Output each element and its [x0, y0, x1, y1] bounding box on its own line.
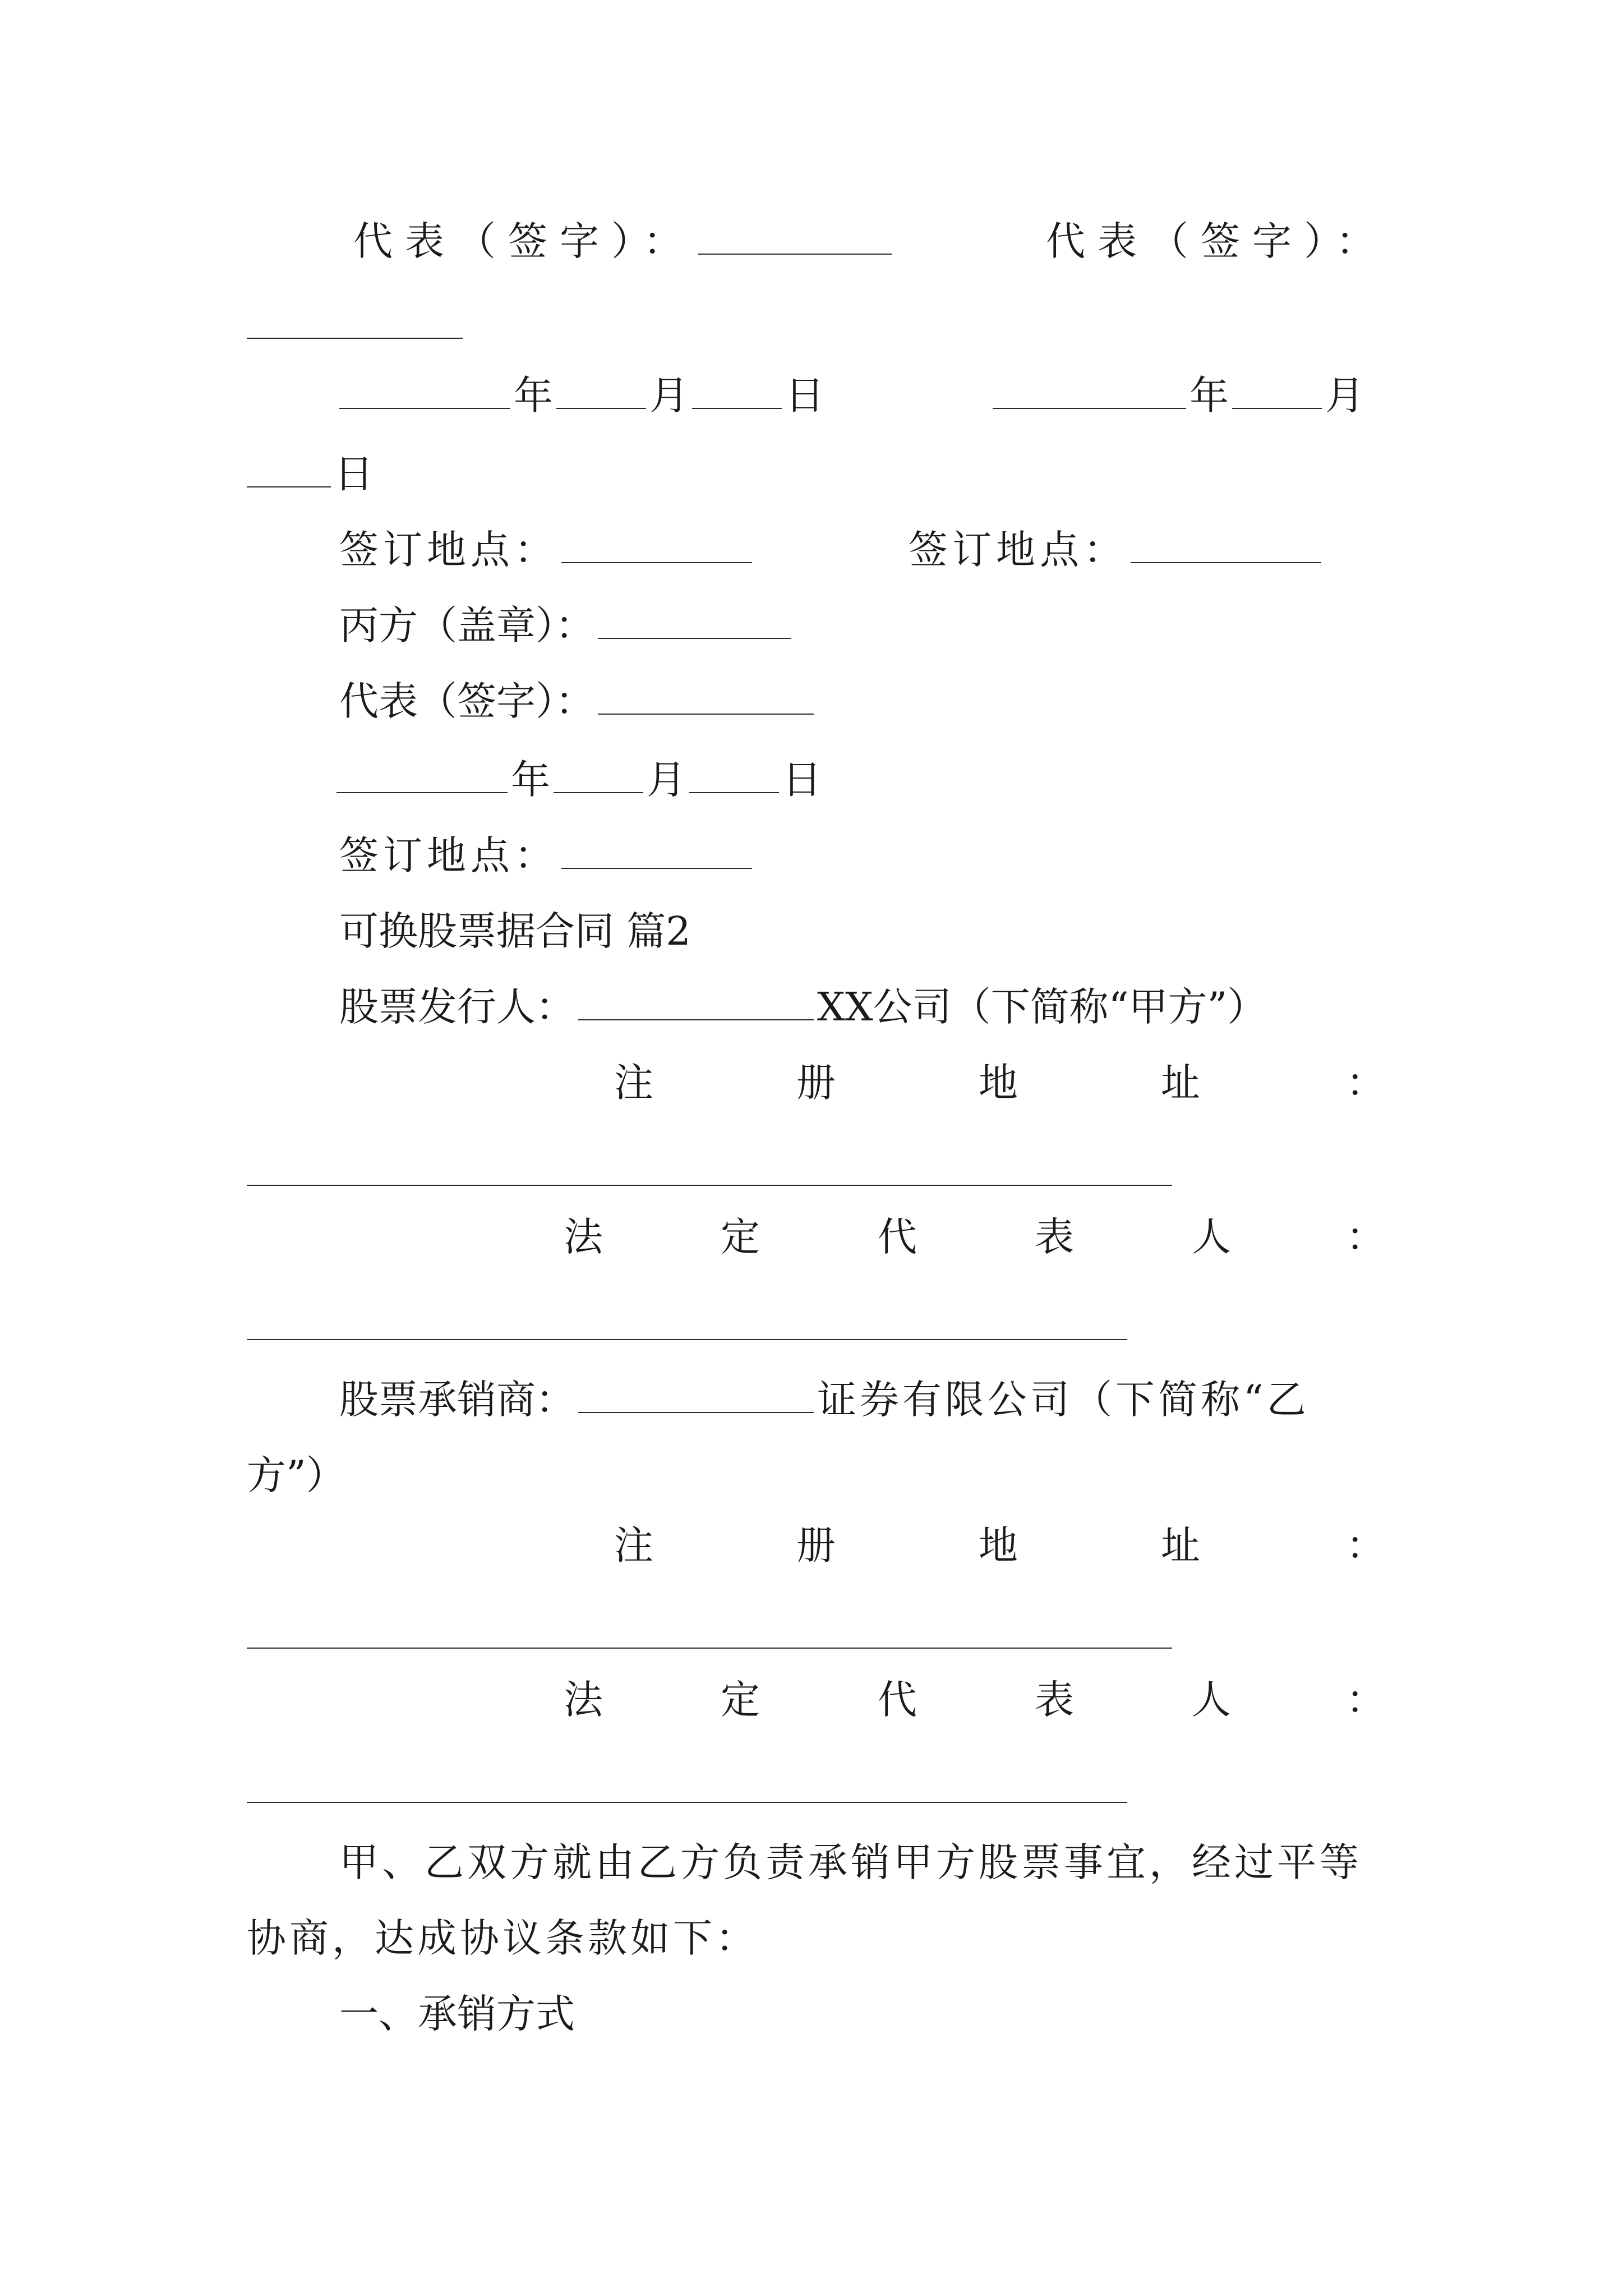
date-right-day: 日: [334, 451, 374, 497]
issuer-suffix: XX公司（下简称“甲方”）: [817, 984, 1267, 1030]
issuer-line: [339, 979, 1266, 1035]
party-c-date-line: [336, 752, 822, 808]
address-char-1: 注: [614, 1522, 653, 1568]
rep-right-line: [1046, 213, 1387, 269]
underwriter-blank: [578, 1377, 814, 1413]
date-right-year-blank: [993, 373, 1186, 409]
issuer-blank: [578, 984, 814, 1020]
party-c-seal-label: 丙方（盖章）：: [339, 602, 594, 648]
date-left-year: 年: [514, 372, 553, 418]
date-left-month-blank: [556, 373, 646, 409]
party-c-day: 日: [782, 757, 822, 803]
legal-rep-char-6: ：: [1346, 1214, 1385, 1260]
rep-left-line: [353, 213, 895, 269]
issuer-address-label: [614, 1055, 1385, 1111]
address-char-5: ：: [1346, 1060, 1385, 1106]
address-char-3: 地: [979, 1522, 1018, 1568]
party-c-day-blank: [689, 757, 779, 793]
party-c-rep-blank: [598, 679, 814, 715]
party-c-place-label: 签订地点：: [339, 832, 558, 878]
party-c-rep-label: 代表（签字）：: [339, 678, 594, 724]
legal-rep-char-5: 人: [1192, 1677, 1231, 1723]
issuer-address-blank: [247, 1184, 1172, 1186]
date-left-day-blank: [692, 373, 782, 409]
legal-rep-char-1: 法: [564, 1677, 603, 1723]
place-left-blank: [561, 527, 752, 563]
date-right-year: 年: [1189, 372, 1229, 418]
party-c-seal-blank: [598, 603, 791, 639]
date-left-month: 月: [649, 372, 689, 418]
place-right-blank: [1131, 527, 1321, 563]
issuer-legal-rep-label: [564, 1209, 1385, 1265]
issuer-label: 股票发行人：: [339, 984, 575, 1030]
party-c-year: 年: [511, 757, 550, 803]
rep-left-label: 代表（签字）：: [353, 218, 695, 264]
party-c-place-blank: [561, 833, 752, 869]
address-char-1: 注: [614, 1060, 653, 1106]
legal-rep-char-1: 法: [564, 1214, 603, 1260]
rep-right-blank: [247, 337, 463, 339]
date-right-day-line: [247, 446, 374, 502]
date-left-year-blank: [339, 373, 510, 409]
address-char-3: 地: [979, 1060, 1018, 1106]
agreement-line-1: 甲、乙双方就由乙方负责承销甲方股票事宜，经过平等: [339, 1839, 1362, 1885]
date-right-month: 月: [1325, 372, 1364, 418]
legal-rep-char-3: 代: [878, 1677, 917, 1723]
address-char-4: 址: [1161, 1522, 1200, 1568]
legal-rep-char-4: 表: [1035, 1677, 1074, 1723]
underwriter-address-blank: [247, 1646, 1172, 1649]
date-right-month-blank: [1232, 373, 1322, 409]
party-c-year-blank: [336, 757, 508, 793]
party-c-month-blank: [554, 757, 643, 793]
underwriter-address-label: [614, 1517, 1385, 1573]
legal-rep-char-4: 表: [1035, 1214, 1074, 1260]
date-left-line: [339, 367, 824, 424]
party-c-month: 月: [647, 757, 686, 803]
underwriter-legal-rep-blank: [247, 1801, 1127, 1803]
rep-left-blank: [698, 219, 892, 255]
legal-rep-char-2: 定: [721, 1214, 760, 1260]
legal-rep-char-2: 定: [721, 1677, 760, 1723]
address-char-4: 址: [1161, 1060, 1200, 1106]
date-right-line: [993, 367, 1364, 424]
party-c-seal-line: [339, 597, 795, 654]
section2-title: 可换股票据合同 篇2: [339, 908, 691, 954]
address-char-2: 册: [796, 1522, 836, 1568]
underwriter-label: 股票承销商：: [339, 1377, 575, 1423]
agreement-line-2: 协商，达成协议条款如下：: [247, 1915, 758, 1961]
party-c-place-line: [339, 827, 755, 884]
place-right-label: 签订地点：: [909, 527, 1127, 573]
legal-rep-char-3: 代: [878, 1214, 917, 1260]
place-left-label: 签订地点：: [339, 527, 558, 573]
address-char-2: 册: [796, 1060, 836, 1106]
date-left-day: 日: [785, 372, 824, 418]
issuer-legal-rep-blank: [247, 1338, 1127, 1340]
underwriter-suffix-cont: 方”）: [247, 1452, 345, 1498]
underwriter-legal-rep-label: [564, 1672, 1385, 1728]
clause-1-heading: 一、承销方式: [339, 1991, 575, 2037]
party-c-rep-line: [339, 673, 817, 729]
date-right-day-blank: [247, 452, 331, 487]
legal-rep-char-5: 人: [1192, 1214, 1231, 1260]
rep-right-label: 代表（签字）：: [1046, 218, 1387, 264]
legal-rep-char-6: ：: [1346, 1677, 1385, 1723]
underwriter-suffix: 证券有限公司（下简称“乙: [817, 1377, 1310, 1423]
place-left-line: [339, 522, 755, 578]
address-char-5: ：: [1346, 1522, 1385, 1568]
place-right-line: [909, 522, 1325, 578]
underwriter-line: [339, 1372, 1310, 1428]
